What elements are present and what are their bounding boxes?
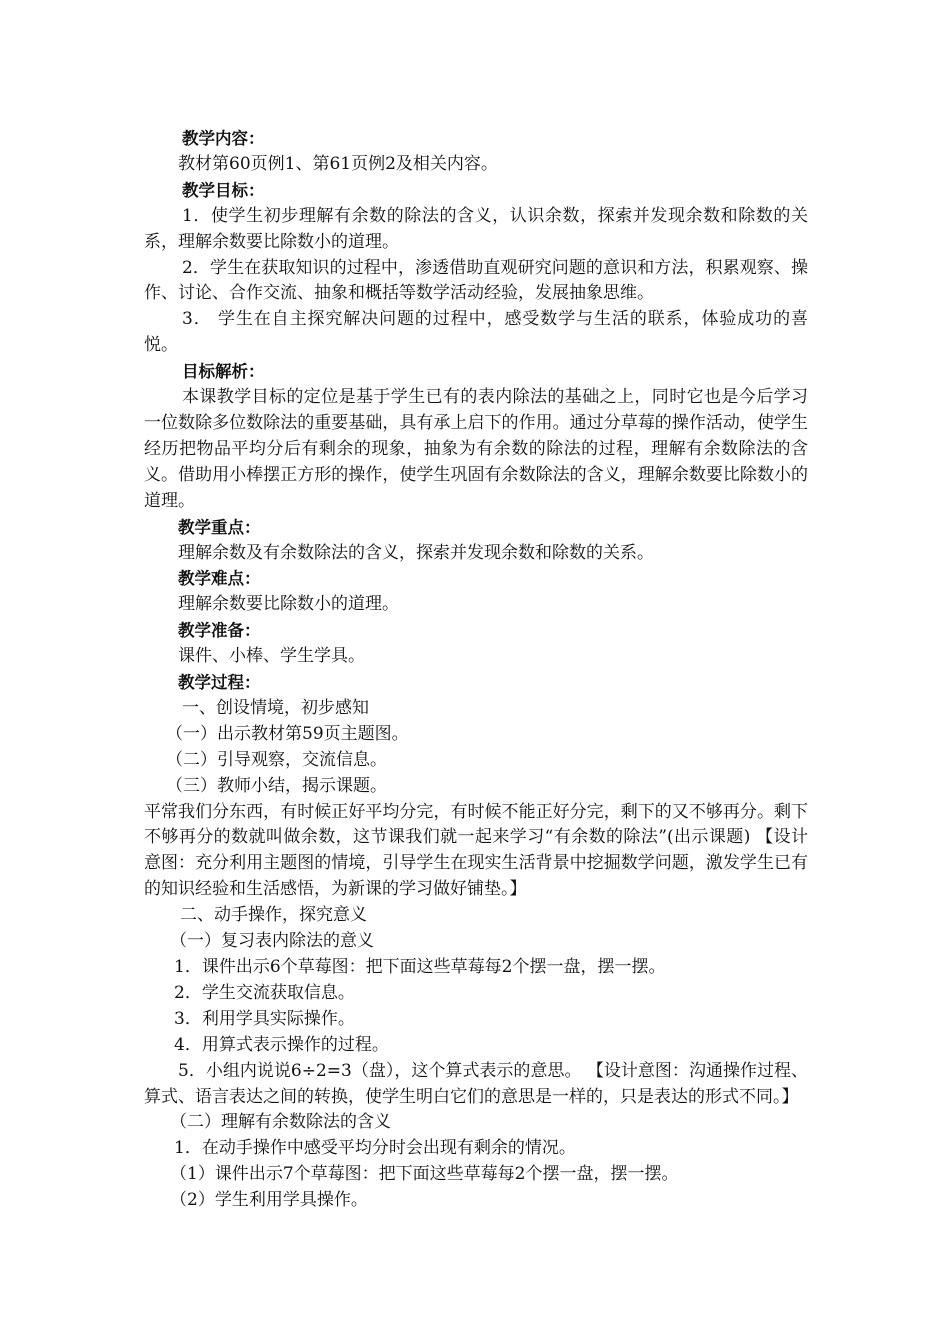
section-1-paragraph: 平常我们分东西，有时候正好平均分完，有时候不能正好分完，剩下的又不够再分。剩下不够再分的数就叫做余数，这节课我们就一起来学习“有余数的除法”(出示课题) 【设计意图：充分利用主题图的情境，引导学生在现实生活背景中挖掘数学问题，激发学生已有的知识经验和生活感悟，为新课的学习做好铺垫。】 [144, 801, 808, 900]
section-2-title: 二、动手操作，探究意义 [180, 905, 367, 926]
section-1-item-2: （二）引导观察，交流信息。 [166, 749, 387, 770]
heading-preparation: 教学准备： [178, 621, 261, 641]
heading-teaching-content: 教学内容： [182, 129, 265, 148]
goal-item-1: 1．使学生初步理解有余数的除法的含义，认识余数，探索并发现余数和除数的关系，理解余数要比除数小的道理。 [144, 205, 808, 252]
section-2-sub-1-item-4: 4．用算式表示操作的过程。 [174, 1034, 389, 1055]
section-2-sub-1-item-3: 3．利用学具实际操作。 [174, 1008, 355, 1029]
section-1-item-3: （三）教师小结，揭示课题。 [166, 775, 387, 796]
goal-item-2: 2．学生在获取知识的过程中，渗透借助直观研究问题的意识和方法，积累观察、操作、讨论、合作交流、抽象和概括等数学活动经验，发展抽象思维。 [144, 257, 808, 304]
section-2-sub-2-item-1: 1．在动手操作中感受平均分时会出现有剩余的情况。 [174, 1138, 576, 1159]
key-points-text: 理解余数及有余数除法的含义，探索并发现余数和除数的关系。 [178, 542, 654, 563]
section-2-sub-2: （二）理解有余数除法的含义 [170, 1112, 391, 1133]
section-2-sub-1-item-5: 5．小组内说说6÷2=3（盘），这个算式表示的意思。 【设计意图：沟通操作过程、算式、语言表达之间的转换，使学生明白它们的意思是一样的，只是表达的形式不同。】 [144, 1060, 808, 1107]
difficulties-text: 理解余数要比除数小的道理。 [178, 594, 399, 615]
section-1-item-1: （一）出示教材第59页主题图。 [166, 723, 409, 744]
section-2-sub-1: （一）复习表内除法的意义 [170, 931, 374, 952]
goal-item-3: 3． 学生在自主探究解决问题的过程中，感受数学与生活的联系，体验成功的喜悦。 [144, 309, 808, 356]
heading-difficulties: 教学难点： [178, 569, 261, 589]
section-1-title: 一、创设情境，初步感知 [182, 697, 369, 718]
preparation-text: 课件、小棒、学生学具。 [178, 646, 365, 667]
heading-teaching-goals: 教学目标： [182, 180, 265, 200]
heading-process: 教学过程： [178, 673, 261, 693]
section-2-sub-1-item-2: 2．学生交流获取信息。 [174, 982, 355, 1003]
teaching-content-text: 教材第60页例1、第61页例2及相关内容。 [178, 153, 498, 174]
goal-analysis-text: 本课教学目标的定位是基于学生已有的表内除法的基础之上，同时它也是今后学习一位数除多位数除法的重要基础，具有承上启下的作用。通过分草莓的操作活动，使学生经历把物品平均分后有剩余的现象，抽象为有余数的除法的过程，理解有余数除法的含义。借助用小棒摆正方形的操作，使学生巩固有余数除法的含义，理解余数要比除数小的道理。 [144, 387, 808, 511]
heading-key-points: 教学重点： [178, 517, 261, 537]
section-2-sub-2-item-1b: （2）学生利用学具操作。 [170, 1190, 368, 1211]
heading-goal-analysis: 目标解析： [182, 362, 265, 382]
section-2-sub-1-item-1: 1．课件出示6个草莓图：把下面这些草莓每2个摆一盘，摆一摆。 [174, 957, 666, 977]
section-2-sub-2-item-1a: （1）课件出示7个草莓图：把下面这些草莓每2个摆一盘，摆一摆。 [170, 1164, 679, 1185]
document-body [144, 126, 808, 1214]
